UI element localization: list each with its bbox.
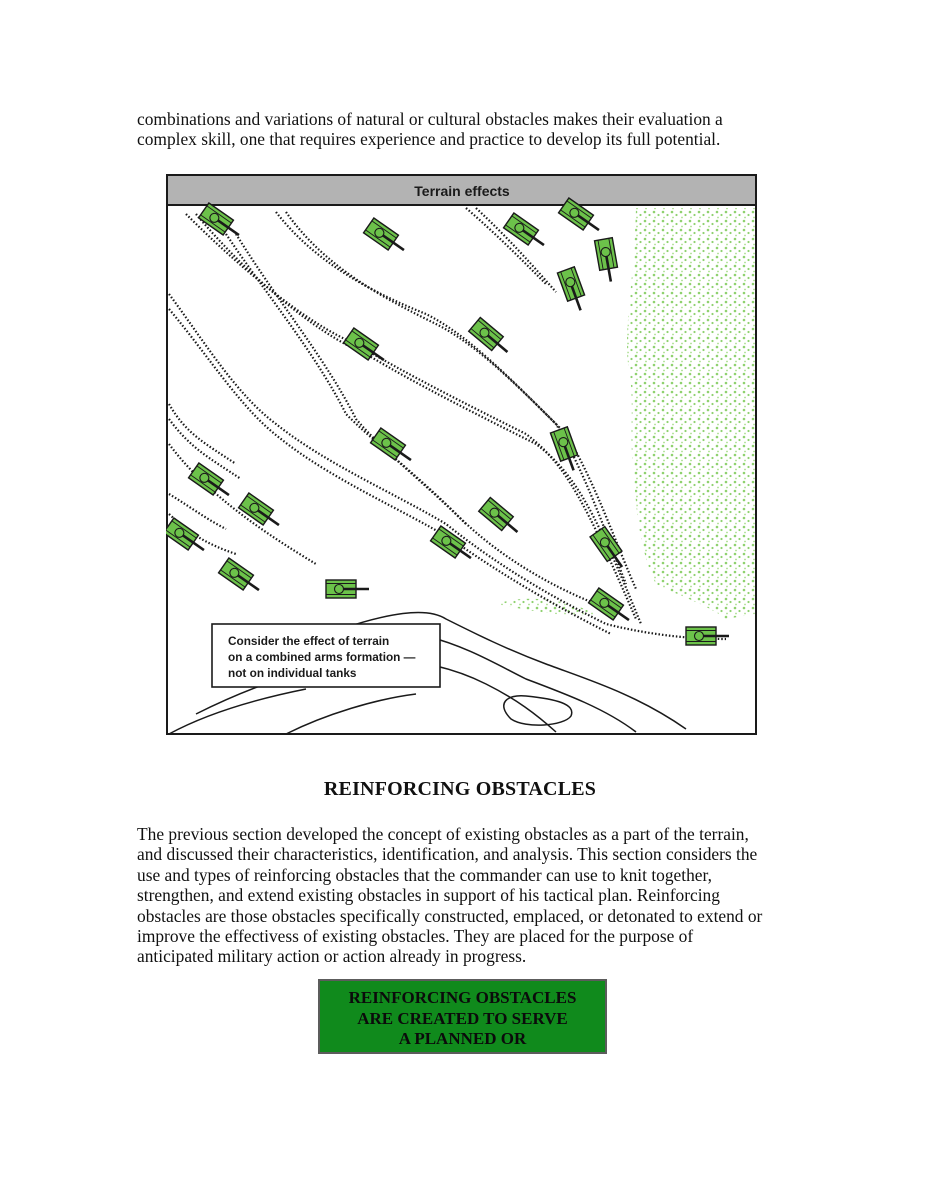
figure-title: Terrain effects — [414, 183, 510, 199]
paragraph-line: strengthen, and extend existing obstacles in support of his tactical plan. Reinforcing — [137, 885, 720, 906]
intro-line: complex skill, one that requires experience and practice to develop its full potential. — [137, 129, 721, 150]
callout-line: REINFORCING OBSTACLES — [348, 988, 577, 1007]
terrain-effects-figure — [166, 174, 758, 736]
section-heading: REINFORCING OBSTACLES — [323, 778, 597, 800]
paragraph-line: obstacles are those obstacles specifically constructed, emplaced, or detonated to extend or — [137, 905, 763, 926]
paragraph-line: The previous section developed the concept of existing obstacles as a part of the terrain, — [137, 824, 749, 844]
section-paragraph — [137, 824, 797, 967]
callout-box — [318, 979, 607, 1054]
vegetation-area — [627, 208, 755, 619]
terrain-note-line: on a combined arms formation — — [228, 650, 416, 664]
terrain-note-line: Consider the effect of terrain — [228, 634, 390, 648]
callout-line: ARE CREATED TO SERVE — [357, 1008, 568, 1028]
paragraph-line: use and types of reinforcing obstacles that the commander can use to knit together, — [137, 864, 712, 885]
paragraph-line: improve the effectivess of existing obstacles. They are placed for the purpose of — [137, 926, 694, 947]
paragraph-line: and discussed their characteristics, identification, and analysis. This section considers the — [137, 844, 758, 865]
intro-paragraph — [137, 109, 797, 150]
terrain-note-line: not on individual tanks — [228, 666, 357, 680]
intro-line: combinations and variations of natural or cultural obstacles makes their evaluation a — [137, 109, 723, 129]
callout-line: A PLANNED OR — [398, 1029, 527, 1048]
paragraph-line: anticipated military action or action already in progress. — [137, 946, 527, 967]
